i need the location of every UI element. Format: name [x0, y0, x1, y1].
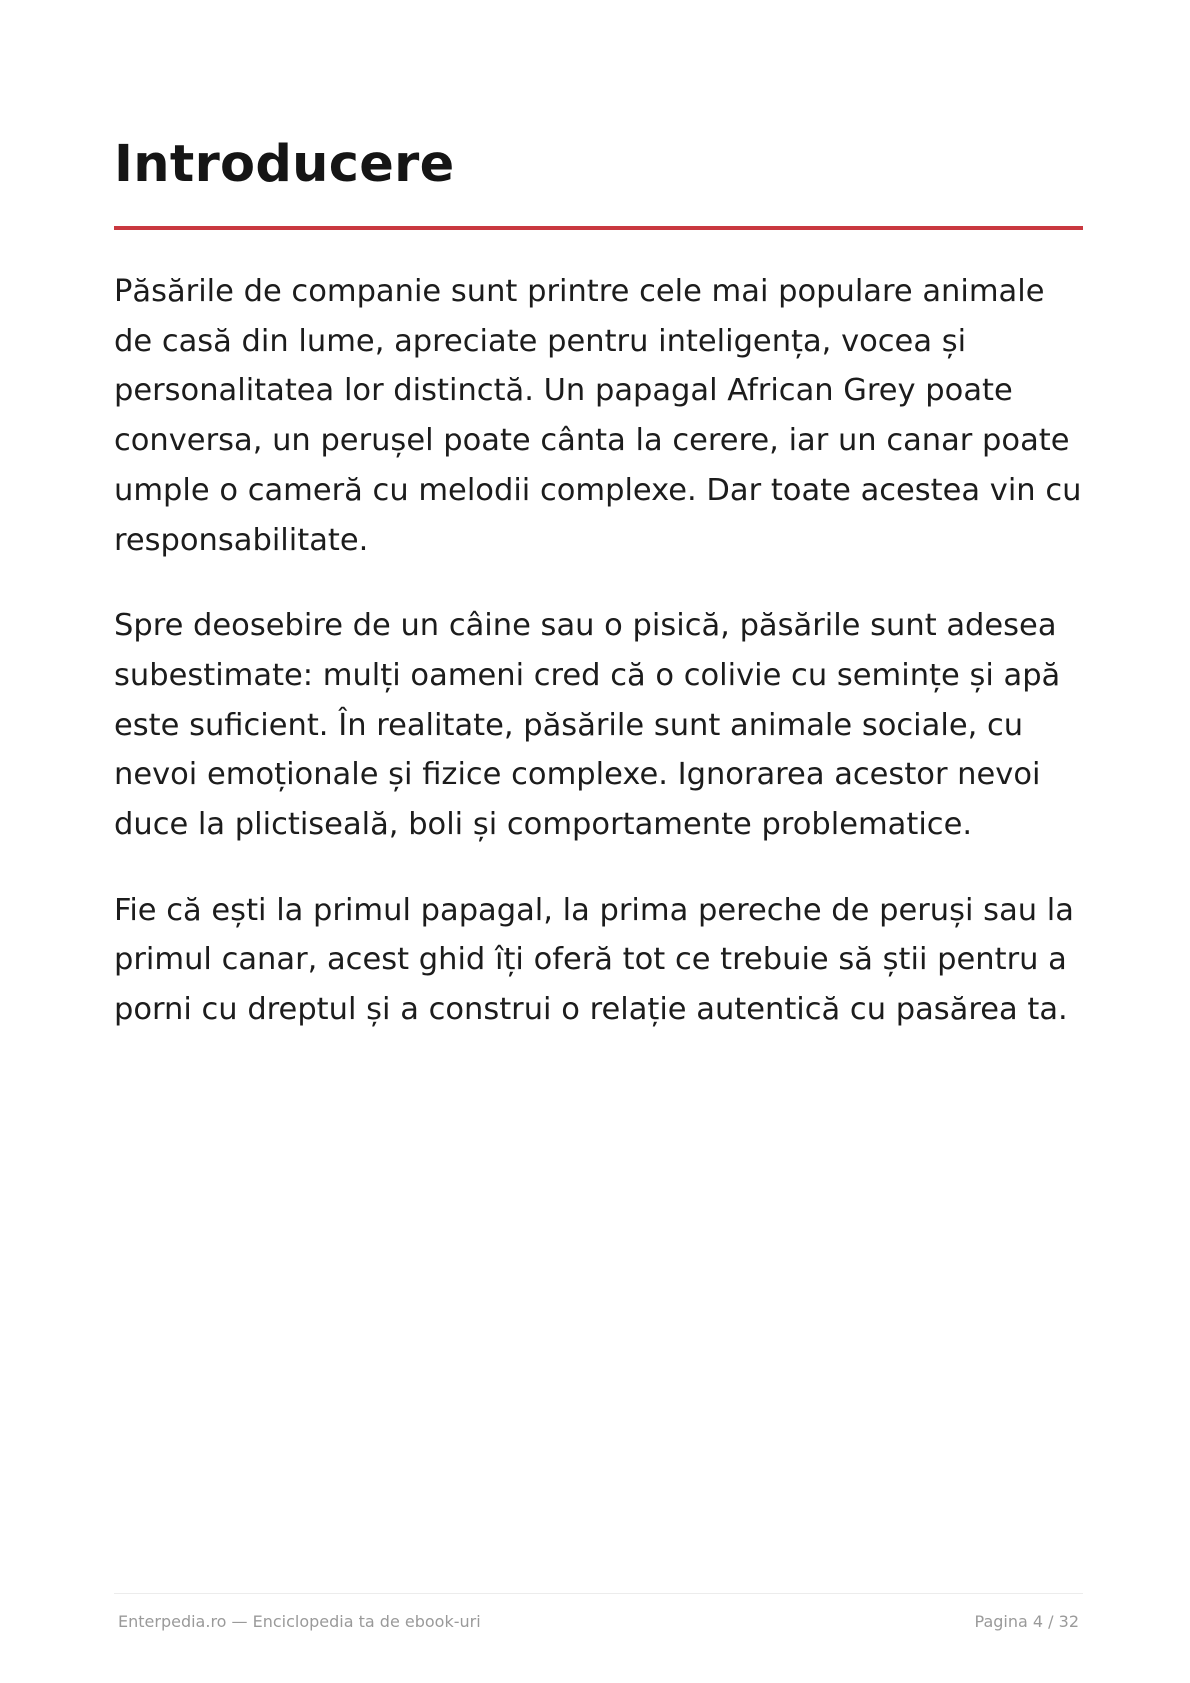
footer-divider [114, 1593, 1083, 1594]
paragraph: Spre deosebire de un câine sau o pisică, păsările sunt adesea subestimate: mulți oameni cred că o colivie cu semințe și apă este suficient. În realitate, păsările sunt animale sociale, cu nevoi emoționale și fizice complexe. Ignorarea acestor nevoi duce la plictiseală, boli și comportamente problematice. [114, 608, 1061, 843]
paragraph: Păsările de companie sunt printre cele mai populare animale de casă din lume, apreciate pentru inteligența, vocea și personalitatea lor distinctă. Un papagal African Grey poate conversa, un perușel poate cânta la cerere, iar un canar poate umple o cameră cu melodii complexe. Dar toate acestea vin cu responsabilitate. [114, 274, 1082, 558]
title-divider [114, 226, 1083, 230]
body-text [114, 267, 1089, 1071]
paragraph: Fie că ești la primul papagal, la prima pereche de peruși sau la primul canar, acest ghid îți oferă tot ce trebuie să știi pentru a porni cu dreptul și a construi o relație autentică cu pasărea ta. [114, 892, 1074, 1028]
footer-site-text: Enterpedia.ro — Enciclopedia ta de ebook-uri [118, 1612, 481, 1631]
footer-page-number: Pagina 4 / 32 [974, 1612, 1079, 1631]
page-title: Introducere [114, 135, 455, 194]
